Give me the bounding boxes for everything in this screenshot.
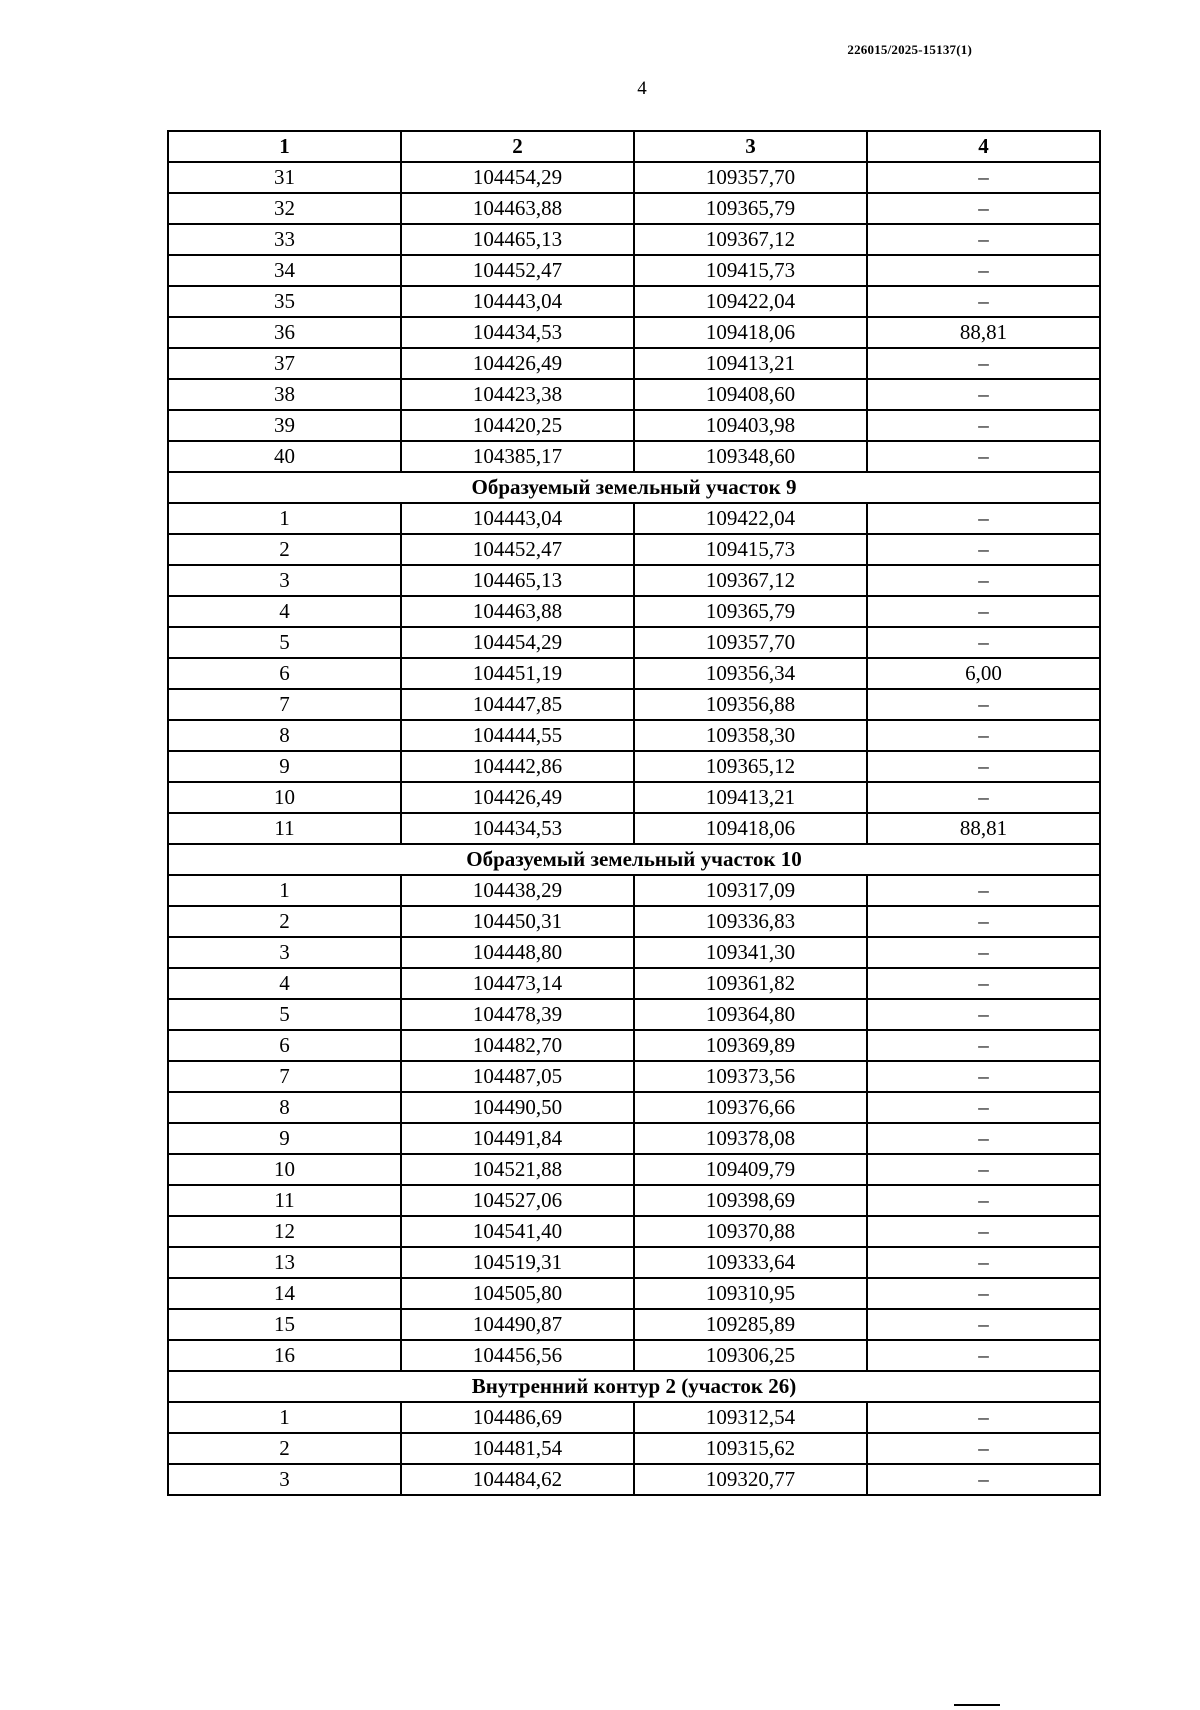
document-id: 226015/2025-15137(1)	[847, 42, 972, 57]
column-4-cell: –	[867, 1216, 1100, 1247]
point-number-cell: 35	[168, 286, 401, 317]
point-number-cell: 7	[168, 689, 401, 720]
point-number-cell: 5	[168, 627, 401, 658]
y-coordinate-cell: 109310,95	[634, 1278, 867, 1309]
column-4-cell: –	[867, 1247, 1100, 1278]
table-row	[168, 1340, 1100, 1371]
x-coordinate-cell: 104442,86	[401, 751, 634, 782]
y-coordinate-cell: 109285,89	[634, 1309, 867, 1340]
point-number-cell: 36	[168, 317, 401, 348]
point-number-cell: 1	[168, 875, 401, 906]
y-coordinate-cell: 109341,30	[634, 937, 867, 968]
y-coordinate-cell: 109306,25	[634, 1340, 867, 1371]
point-number-cell: 10	[168, 782, 401, 813]
table-row	[168, 255, 1100, 286]
table-header-row	[168, 131, 1100, 162]
column-4-cell: –	[867, 906, 1100, 937]
y-coordinate-cell: 109312,54	[634, 1402, 867, 1433]
section-title: Внутренний контур 2 (участок 26)	[168, 1371, 1100, 1402]
x-coordinate-cell: 104385,17	[401, 441, 634, 472]
x-coordinate-cell: 104481,54	[401, 1433, 634, 1464]
table-row	[168, 286, 1100, 317]
point-number-cell: 12	[168, 1216, 401, 1247]
column-4-cell: –	[867, 751, 1100, 782]
x-coordinate-cell: 104519,31	[401, 1247, 634, 1278]
point-number-cell: 32	[168, 193, 401, 224]
x-coordinate-cell: 104465,13	[401, 565, 634, 596]
y-coordinate-cell: 109357,70	[634, 627, 867, 658]
x-coordinate-cell: 104486,69	[401, 1402, 634, 1433]
x-coordinate-cell: 104541,40	[401, 1216, 634, 1247]
table-row	[168, 317, 1100, 348]
y-coordinate-cell: 109336,83	[634, 906, 867, 937]
column-4-cell: –	[867, 193, 1100, 224]
y-coordinate-cell: 109413,21	[634, 348, 867, 379]
table-row	[168, 999, 1100, 1030]
section-header-row	[168, 1371, 1100, 1402]
point-number-cell: 11	[168, 813, 401, 844]
y-coordinate-cell: 109408,60	[634, 379, 867, 410]
column-4-cell: 88,81	[867, 813, 1100, 844]
x-coordinate-cell: 104438,29	[401, 875, 634, 906]
point-number-cell: 15	[168, 1309, 401, 1340]
point-number-cell: 7	[168, 1061, 401, 1092]
y-coordinate-cell: 109361,82	[634, 968, 867, 999]
point-number-cell: 14	[168, 1278, 401, 1309]
x-coordinate-cell: 104426,49	[401, 782, 634, 813]
y-coordinate-cell: 109373,56	[634, 1061, 867, 1092]
table-row	[168, 503, 1100, 534]
y-coordinate-cell: 109376,66	[634, 1092, 867, 1123]
column-4-cell: –	[867, 1185, 1100, 1216]
column-4-cell: 6,00	[867, 658, 1100, 689]
x-coordinate-cell: 104490,87	[401, 1309, 634, 1340]
column-4-cell: 88,81	[867, 317, 1100, 348]
x-coordinate-cell: 104505,80	[401, 1278, 634, 1309]
point-number-cell: 9	[168, 751, 401, 782]
table-row	[168, 658, 1100, 689]
column-4-cell: –	[867, 379, 1100, 410]
table-row	[168, 937, 1100, 968]
table-row	[168, 348, 1100, 379]
x-coordinate-cell: 104452,47	[401, 255, 634, 286]
point-number-cell: 1	[168, 1402, 401, 1433]
column-4-cell: –	[867, 503, 1100, 534]
column-4-cell: –	[867, 1464, 1100, 1495]
point-number-cell: 6	[168, 1030, 401, 1061]
x-coordinate-cell: 104491,84	[401, 1123, 634, 1154]
x-coordinate-cell: 104454,29	[401, 162, 634, 193]
x-coordinate-cell: 104456,56	[401, 1340, 634, 1371]
point-number-cell: 8	[168, 1092, 401, 1123]
x-coordinate-cell: 104521,88	[401, 1154, 634, 1185]
y-coordinate-cell: 109365,79	[634, 193, 867, 224]
table-row	[168, 813, 1100, 844]
y-coordinate-cell: 109403,98	[634, 410, 867, 441]
x-coordinate-cell: 104443,04	[401, 503, 634, 534]
table-row	[168, 782, 1100, 813]
section-header-row	[168, 472, 1100, 503]
point-number-cell: 8	[168, 720, 401, 751]
y-coordinate-cell: 109356,34	[634, 658, 867, 689]
x-coordinate-cell: 104482,70	[401, 1030, 634, 1061]
y-coordinate-cell: 109315,62	[634, 1433, 867, 1464]
y-coordinate-cell: 109415,73	[634, 534, 867, 565]
point-number-cell: 34	[168, 255, 401, 286]
point-number-cell: 5	[168, 999, 401, 1030]
point-number-cell: 37	[168, 348, 401, 379]
table-row	[168, 1216, 1100, 1247]
y-coordinate-cell: 109365,12	[634, 751, 867, 782]
column-header-1: 1	[168, 131, 401, 162]
table-row	[168, 410, 1100, 441]
column-4-cell: –	[867, 1030, 1100, 1061]
column-4-cell: –	[867, 720, 1100, 751]
table-row	[168, 627, 1100, 658]
column-4-cell: –	[867, 1402, 1100, 1433]
y-coordinate-cell: 109422,04	[634, 286, 867, 317]
x-coordinate-cell: 104434,53	[401, 317, 634, 348]
point-number-cell: 31	[168, 162, 401, 193]
table-row	[168, 720, 1100, 751]
point-number-cell: 1	[168, 503, 401, 534]
y-coordinate-cell: 109348,60	[634, 441, 867, 472]
column-4-cell: –	[867, 689, 1100, 720]
x-coordinate-cell: 104487,05	[401, 1061, 634, 1092]
table-row	[168, 1309, 1100, 1340]
y-coordinate-cell: 109364,80	[634, 999, 867, 1030]
y-coordinate-cell: 109367,12	[634, 565, 867, 596]
y-coordinate-cell: 109413,21	[634, 782, 867, 813]
column-4-cell: –	[867, 1123, 1100, 1154]
x-coordinate-cell: 104451,19	[401, 658, 634, 689]
x-coordinate-cell: 104448,80	[401, 937, 634, 968]
point-number-cell: 4	[168, 968, 401, 999]
x-coordinate-cell: 104443,04	[401, 286, 634, 317]
table-row	[168, 1185, 1100, 1216]
x-coordinate-cell: 104478,39	[401, 999, 634, 1030]
point-number-cell: 40	[168, 441, 401, 472]
column-header-4: 4	[867, 131, 1100, 162]
table-row	[168, 1092, 1100, 1123]
column-4-cell: –	[867, 1061, 1100, 1092]
column-header-2: 2	[401, 131, 634, 162]
column-4-cell: –	[867, 627, 1100, 658]
column-4-cell: –	[867, 1433, 1100, 1464]
table-row	[168, 193, 1100, 224]
column-4-cell: –	[867, 534, 1100, 565]
table-row	[168, 1402, 1100, 1433]
point-number-cell: 10	[168, 1154, 401, 1185]
section-title: Образуемый земельный участок 9	[168, 472, 1100, 503]
column-4-cell: –	[867, 1154, 1100, 1185]
point-number-cell: 16	[168, 1340, 401, 1371]
y-coordinate-cell: 109357,70	[634, 162, 867, 193]
column-4-cell: –	[867, 1340, 1100, 1371]
column-4-cell: –	[867, 162, 1100, 193]
point-number-cell: 11	[168, 1185, 401, 1216]
y-coordinate-cell: 109365,79	[634, 596, 867, 627]
table-row	[168, 1247, 1100, 1278]
x-coordinate-cell: 104434,53	[401, 813, 634, 844]
table-row	[168, 596, 1100, 627]
table-row	[168, 1123, 1100, 1154]
x-coordinate-cell: 104447,85	[401, 689, 634, 720]
column-4-cell: –	[867, 596, 1100, 627]
point-number-cell: 33	[168, 224, 401, 255]
x-coordinate-cell: 104444,55	[401, 720, 634, 751]
column-4-cell: –	[867, 348, 1100, 379]
table-row	[168, 534, 1100, 565]
y-coordinate-cell: 109358,30	[634, 720, 867, 751]
x-coordinate-cell: 104527,06	[401, 1185, 634, 1216]
column-header-3: 3	[634, 131, 867, 162]
section-header-row	[168, 844, 1100, 875]
column-4-cell: –	[867, 937, 1100, 968]
column-4-cell: –	[867, 1309, 1100, 1340]
y-coordinate-cell: 109398,69	[634, 1185, 867, 1216]
point-number-cell: 6	[168, 658, 401, 689]
column-4-cell: –	[867, 286, 1100, 317]
y-coordinate-cell: 109369,89	[634, 1030, 867, 1061]
x-coordinate-cell: 104454,29	[401, 627, 634, 658]
column-4-cell: –	[867, 410, 1100, 441]
point-number-cell: 13	[168, 1247, 401, 1278]
table-row	[168, 565, 1100, 596]
y-coordinate-cell: 109356,88	[634, 689, 867, 720]
page-number: 4	[637, 78, 647, 99]
table-row	[168, 1154, 1100, 1185]
table-row	[168, 1464, 1100, 1495]
point-number-cell: 38	[168, 379, 401, 410]
y-coordinate-cell: 109370,88	[634, 1216, 867, 1247]
y-coordinate-cell: 109378,08	[634, 1123, 867, 1154]
point-number-cell: 2	[168, 1433, 401, 1464]
table-body	[168, 162, 1100, 1495]
column-4-cell: –	[867, 782, 1100, 813]
column-4-cell: –	[867, 441, 1100, 472]
y-coordinate-cell: 109415,73	[634, 255, 867, 286]
y-coordinate-cell: 109418,06	[634, 317, 867, 348]
x-coordinate-cell: 104484,62	[401, 1464, 634, 1495]
column-4-cell: –	[867, 968, 1100, 999]
column-4-cell: –	[867, 1278, 1100, 1309]
column-4-cell: –	[867, 565, 1100, 596]
point-number-cell: 39	[168, 410, 401, 441]
y-coordinate-cell: 109409,79	[634, 1154, 867, 1185]
y-coordinate-cell: 109367,12	[634, 224, 867, 255]
x-coordinate-cell: 104423,38	[401, 379, 634, 410]
x-coordinate-cell: 104490,50	[401, 1092, 634, 1123]
table-row	[168, 379, 1100, 410]
table-row	[168, 1278, 1100, 1309]
table-row	[168, 875, 1100, 906]
point-number-cell: 9	[168, 1123, 401, 1154]
x-coordinate-cell: 104473,14	[401, 968, 634, 999]
point-number-cell: 2	[168, 906, 401, 937]
x-coordinate-cell: 104450,31	[401, 906, 634, 937]
x-coordinate-cell: 104426,49	[401, 348, 634, 379]
y-coordinate-cell: 109422,04	[634, 503, 867, 534]
coordinates-table	[167, 130, 1101, 1496]
table-row	[168, 1030, 1100, 1061]
y-coordinate-cell: 109317,09	[634, 875, 867, 906]
table-row	[168, 751, 1100, 782]
table-row	[168, 162, 1100, 193]
point-number-cell: 3	[168, 937, 401, 968]
point-number-cell: 3	[168, 565, 401, 596]
table-row	[168, 1061, 1100, 1092]
x-coordinate-cell: 104452,47	[401, 534, 634, 565]
x-coordinate-cell: 104420,25	[401, 410, 634, 441]
column-4-cell: –	[867, 224, 1100, 255]
table-row	[168, 1433, 1100, 1464]
column-4-cell: –	[867, 999, 1100, 1030]
table-row	[168, 906, 1100, 937]
y-coordinate-cell: 109418,06	[634, 813, 867, 844]
table-row	[168, 224, 1100, 255]
x-coordinate-cell: 104463,88	[401, 596, 634, 627]
table-row	[168, 968, 1100, 999]
section-title: Образуемый земельный участок 10	[168, 844, 1100, 875]
point-number-cell: 3	[168, 1464, 401, 1495]
column-4-cell: –	[867, 1092, 1100, 1123]
y-coordinate-cell: 109320,77	[634, 1464, 867, 1495]
x-coordinate-cell: 104465,13	[401, 224, 634, 255]
bottom-mark	[954, 1704, 1000, 1706]
y-coordinate-cell: 109333,64	[634, 1247, 867, 1278]
x-coordinate-cell: 104463,88	[401, 193, 634, 224]
table-row	[168, 441, 1100, 472]
point-number-cell: 2	[168, 534, 401, 565]
point-number-cell: 4	[168, 596, 401, 627]
column-4-cell: –	[867, 875, 1100, 906]
table-row	[168, 689, 1100, 720]
column-4-cell: –	[867, 255, 1100, 286]
